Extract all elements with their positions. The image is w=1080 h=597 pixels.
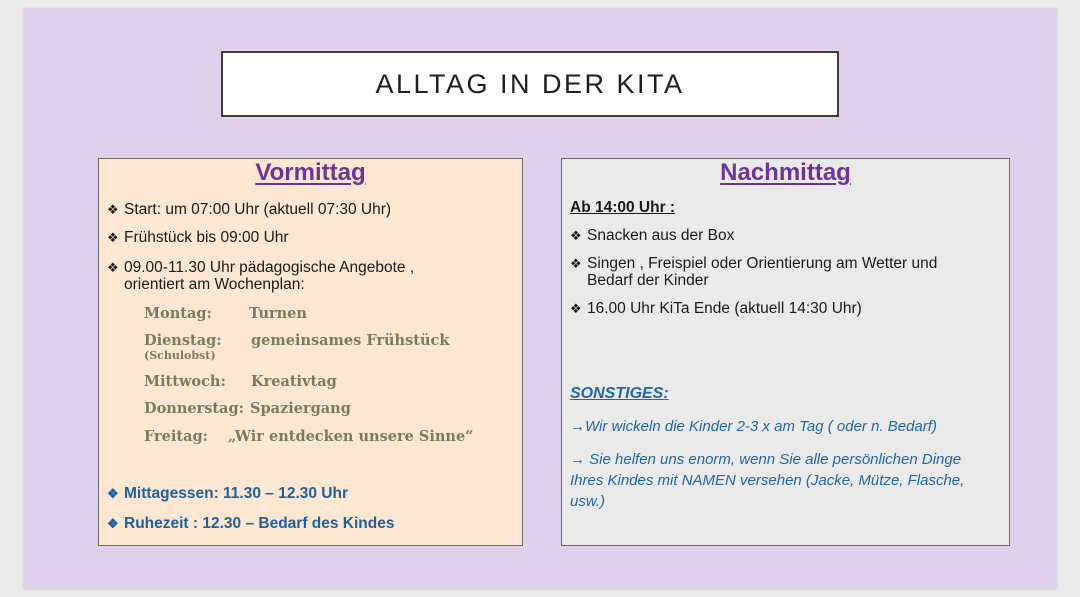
bullet-icon: ❖ xyxy=(107,202,119,217)
afternoon-subheading: Ab 14:00 Uhr : xyxy=(570,199,676,216)
list-item: ❖ Frühstück bis 09:00 Uhr xyxy=(107,229,289,246)
bullet-icon: ❖ xyxy=(107,486,119,501)
bullet-icon: ❖ xyxy=(570,228,582,243)
schedule-day: Dienstag: xyxy=(144,332,222,349)
note-line: →Wir wickeln die Kinder 2-3 x am Tag ( oder n. Bedarf) xyxy=(570,418,937,435)
note-line: Ihres Kindes mit NAMEN versehen (Jacke, Mütze, Flasche, xyxy=(570,472,965,489)
slide xyxy=(24,8,1057,588)
sonstiges-heading: SONSTIGES: xyxy=(570,385,669,402)
schedule-day: Mittwoch: xyxy=(144,373,226,390)
bullet-icon: ❖ xyxy=(107,516,119,531)
slide-title: ALLTAG IN DER KITA xyxy=(375,68,685,99)
list-item-highlight: ❖ Ruhezeit : 12.30 – Bedarf des Kindes xyxy=(107,515,395,532)
nachmittag-panel xyxy=(561,158,1010,546)
bullet-icon: ❖ xyxy=(107,260,119,275)
list-item-highlight: ❖ Mittagessen: 11.30 – 12.30 Uhr xyxy=(107,485,349,502)
list-item: ❖ 09.00-11.30 Uhr pädagogische Angebote , xyxy=(107,259,415,276)
note-line: usw.) xyxy=(570,493,606,510)
vormittag-panel xyxy=(98,158,523,546)
schedule-activity: Spaziergang xyxy=(250,400,351,417)
nachmittag-heading: Nachmittag xyxy=(720,159,851,186)
title-box xyxy=(221,51,839,117)
schedule-activity: Kreativtag xyxy=(251,373,337,390)
list-item: ❖ Snacken aus der Box xyxy=(570,227,735,244)
bullet-icon: ❖ xyxy=(570,256,582,271)
schedule-activity: gemeinsames Frühstück xyxy=(251,332,450,349)
list-item-continuation: orientiert am Wochenplan: xyxy=(124,276,305,293)
bullet-icon: ❖ xyxy=(107,230,119,245)
note-line: → Sie helfen uns enorm, wenn Sie alle persönlichen Dinge xyxy=(570,451,962,468)
schedule-day: Freitag: xyxy=(144,428,208,445)
schedule-day-note: (Schulobst) xyxy=(144,349,216,362)
schedule-activity: Turnen xyxy=(249,305,307,322)
list-item: ❖ 16.00 Uhr KiTa Ende (aktuell 14:30 Uhr) xyxy=(570,300,862,317)
schedule-day: Donnerstag: xyxy=(144,400,244,417)
vormittag-heading: Vormittag xyxy=(255,159,366,186)
schedule-day: Montag: xyxy=(144,305,212,322)
schedule-activity: „Wir entdecken unsere Sinne“ xyxy=(228,428,474,445)
list-item-continuation: Bedarf der Kinder xyxy=(587,272,709,289)
list-item: ❖ Start: um 07:00 Uhr (aktuell 07:30 Uhr) xyxy=(107,201,392,218)
list-item: ❖ Singen , Freispiel oder Orientierung am Wetter und xyxy=(570,255,938,272)
bullet-icon: ❖ xyxy=(570,301,582,316)
